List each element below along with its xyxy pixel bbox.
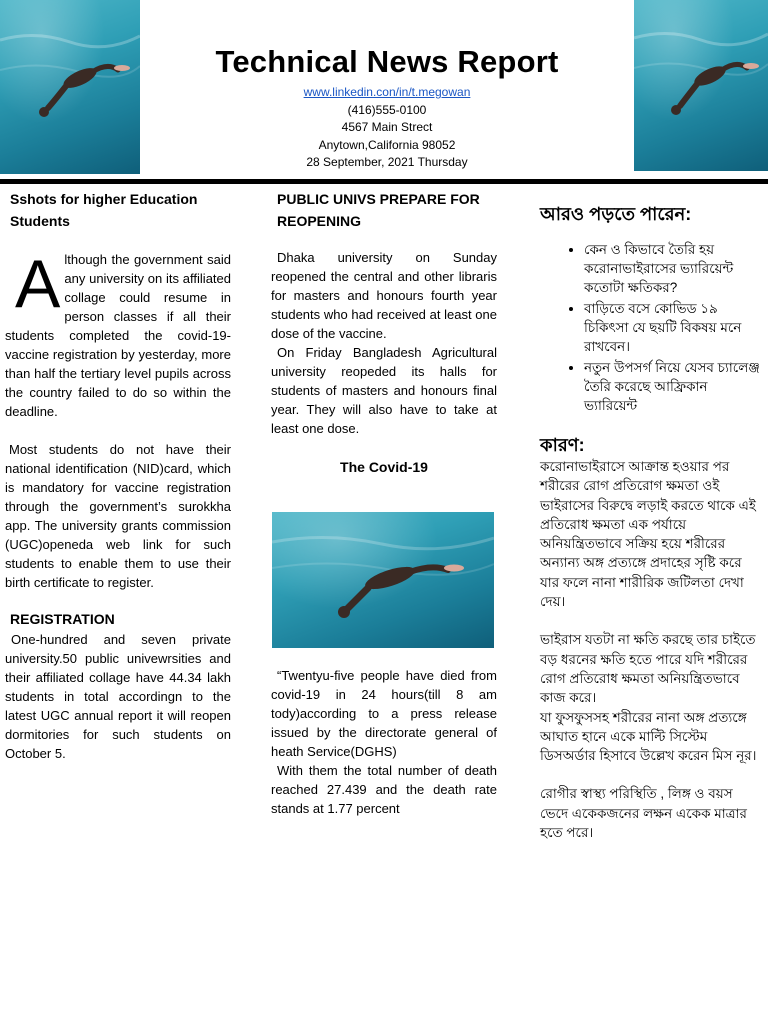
reason-heading: কারণ: [540,435,585,455]
education-para-2: Most students do not have their national identification (NID)card, which is mandatory for vaccine registration through the government’s surokkha app. The university grants commission (UGC)openeda web link for such students to enable them to use their birth certificate to register. [5,442,231,590]
linkedin-link[interactable]: www.linkedin.con/in/t.megowan [303,85,471,99]
contact-info [140,84,634,172]
report-date: 28 September, 2021 Thursday [306,155,468,170]
covid-text [271,666,497,818]
covid-para-1: “Twentyu-five people have died from covid-19 in 24 hours(till 8 am tody)according to a press release issued by the directorate general of heath Service(DGHS) [271,668,497,759]
registration-heading: REGISTRATION [10,611,115,627]
report-title: Technical News Report [215,44,559,79]
registration-para: One-hundred and seven private university.50 public univewrsities and their affiliated collage have 44.34 lakh students in total accordingn to the latest UGC annual report it will reopen dormitories for such students on October 5. [5,632,231,761]
education-para-1 [5,246,231,421]
covid-heading: The Covid-19 [340,459,428,475]
univs-heading: PUBLIC UNIVS PREPARE FOR REOPENING [277,191,480,229]
read-more-item[interactable]: • বাড়িতে বসে কোভিড ১৯ চিকিৎসা যে ছয়টি বিকষয় মনে রাখবেন। [584,299,760,356]
read-more-heading: আরও পড়তে পারেন: [540,204,692,224]
reason-para-4: রোগীর স্বাস্থ্য পরিস্থিতি , লিঙ্গ ও বয়স ভেদে একেকজনের লক্ষন একেক মাত্রার হতে পরে। [540,786,747,841]
univs-para-1: Dhaka university on Sunday reopened the central and other libraris for masters and honours fourth year students who had received at least one dose of the vaccine. [271,250,497,341]
column-univs [271,188,497,477]
drop-cap: A [15,246,61,322]
column-education [5,188,231,763]
read-more-item[interactable]: • নতুন উপসর্গ নিয়ে যেসব চ্যালেঞ্জ তৈরি করেছে আফ্রিকান ভ্যারিয়েন্ট [584,358,760,415]
reason-para-1: করোনাভাইরাসে আক্রান্ত হওয়ার পর শরীরের রোগ প্রতিরোগ ক্ষমতা ওই ভাইরাসের বিরুদ্বে লড়াই করতে থাকে এই প্রতিরোধ ক্ষমতা এক পর্যায়ে অনিয়ন্ত্রিতভাবে সক্রিয় হয়ে শরীরের অন্যান্য অঙ্গ প্রত্যঙ্গে প্রদাহের সৃষ্টি করে যার ফলে নানা শারীরিক জটিলতা দেখা দেয়। [540,459,756,610]
city-address: Anytown,California 98052 [318,137,456,152]
phone-number: (416)555-0100 [347,102,427,117]
covid-para-2: With them the total number of death reached 27.439 and the death rate stands at 1.77 percent [271,763,497,816]
education-heading: Sshots for higher Education Students [10,191,198,229]
swimmer-photo-middle [272,512,494,648]
reason-para-3: যা ফুসফুসসহ শরীরের নানা অঙ্গ প্রত্যঙ্গে আঘাত হানে একে মাল্টি সিস্টেম ডিসঅর্ডার হিসাবে উল্লেখ করেন মিস নূর। [540,709,757,764]
reason-para-2: ভাইরাস যতটা না ক্ষতি করছে তার চাইতে বড় ধরনের ক্ষতি হতে পারে যদি শরীরের রোগ প্রতিরোধ ক্ষমতা অনিয়ন্ত্রিতভাবে কাজ করে। [540,632,756,706]
univs-para-2: On Friday Bangladesh Agricultural university reopeded its halls for students of masters and honours final year. They will also have to take at least one dose. [271,345,497,436]
masthead [140,40,634,172]
read-more-item[interactable]: • কেন ও কিভাবে তৈরি হয় করোনাভাইরাসের ভ্যারিয়েন্ট কতোটা ক্ষতিকর? [584,240,760,297]
swimmer-photo-left [0,0,140,174]
read-more-list [540,240,760,415]
header-divider [0,179,768,184]
street-address: 4567 Main Strect [341,120,433,135]
education-para-1-text: lthough the government said any university on its affiliated collage could resume in person classes if all their students completed the covid-19-vaccine registration by yesterday, more than half the tertiary level pupils across the country failed to do so within the deadline. [5,252,231,419]
column-bengali [540,202,760,842]
swimmer-photo-right [634,0,768,171]
